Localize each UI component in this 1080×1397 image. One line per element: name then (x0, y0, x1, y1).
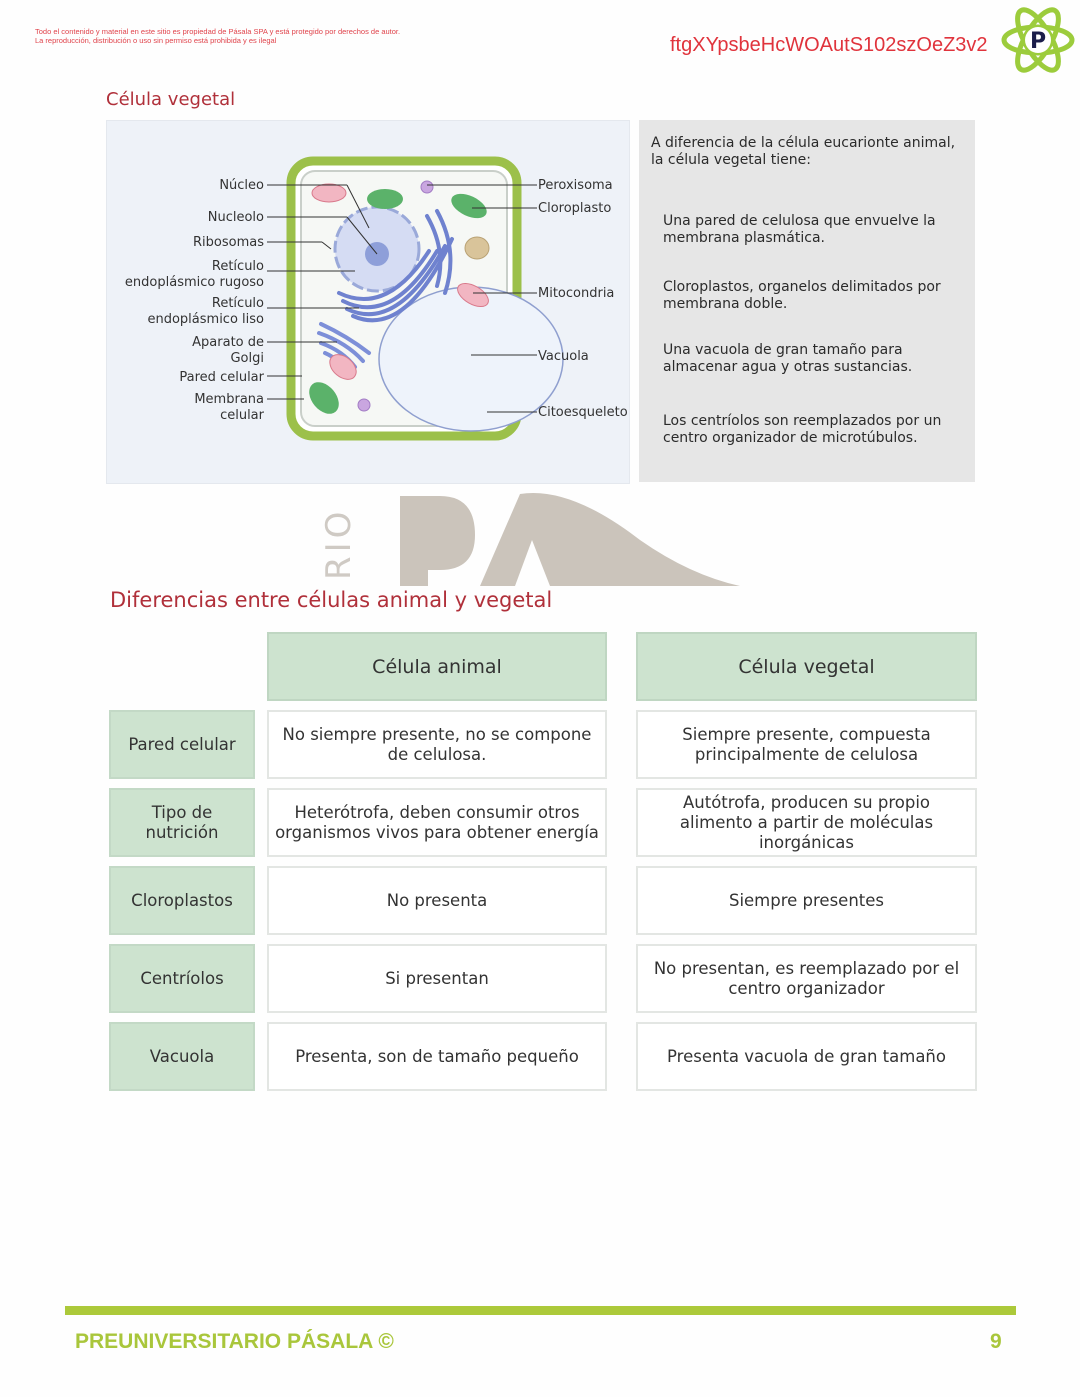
cell-animal: No siempre presente, no se compone de celulosa. (267, 710, 607, 779)
cell-vegetal: Siempre presentes (636, 866, 977, 935)
row-label: Vacuola (109, 1022, 255, 1091)
plant-cell-illustration (107, 121, 629, 483)
plant-cell-diagram (106, 120, 630, 484)
pasala-atom-logo (1000, 2, 1076, 78)
footer-brand: PREUNIVERSITARIO PÁSALA © (75, 1330, 394, 1353)
header-celula-animal: Célula animal (267, 632, 607, 701)
peroxisome (358, 399, 370, 411)
label-membrana: Membrana (194, 392, 264, 407)
copyright-line: Todo el contenido y material en este sitio es propiedad de Pásala SPA y está protegido por derechos de autor. (35, 27, 401, 36)
info-point: Los centríolos son reemplazados por un centro organizador de microtúbulos. (663, 413, 942, 446)
label-golgi: Aparato de (192, 335, 264, 350)
label-golgi: Golgi (230, 351, 264, 366)
section-title-diferencias: Diferencias entre células animal y vegetal (110, 588, 553, 612)
watermark-logo (310, 490, 750, 586)
label-citoesqueleto: Citoesqueleto (538, 405, 628, 420)
row-label: Cloroplastos (109, 866, 255, 935)
cell-vegetal: No presentan, es reemplazado por el centro organizador (636, 944, 977, 1013)
vacuole (379, 287, 563, 431)
cell-vegetal: Presenta vacuola de gran tamaño (636, 1022, 977, 1091)
amyloplast (465, 237, 489, 259)
label-rer: Retículo (211, 259, 264, 274)
label-rer: endoplásmico rugoso (124, 275, 264, 290)
copyright-notice (35, 28, 400, 45)
copyright-line: La reproducción, distribución o uso sin permiso está prohibida y es ilegal (35, 35, 277, 45)
section-title-celula-vegetal: Célula vegetal (106, 89, 236, 110)
peroxisome (421, 181, 433, 193)
label-mitocondria: Mitocondria (538, 286, 615, 301)
label-pared: Pared celular (179, 370, 264, 385)
cell-animal: Heterótrofa, deben consumir otros organismos vivos para obtener energía (267, 788, 607, 857)
label-peroxisoma: Peroxisoma (538, 178, 613, 193)
label-rel: endoplásmico liso (147, 312, 264, 327)
label-cloroplasto: Cloroplasto (538, 201, 612, 216)
footer-divider (65, 1306, 1016, 1315)
label-ribosomas: Ribosomas (193, 235, 264, 250)
page-number: 9 (990, 1330, 1002, 1353)
info-point: Cloroplastos, organelos delimitados por membrana doble. (663, 279, 941, 312)
cell-vegetal: Autótrofa, producen su propio alimento a partir de moléculas inorgánicas (636, 788, 977, 857)
label-membrana: celular (220, 408, 264, 423)
row-label: Tipo de nutrición (109, 788, 255, 857)
cell-animal: Presenta, son de tamaño pequeño (267, 1022, 607, 1091)
label-vacuola: Vacuola (538, 349, 589, 364)
header-celula-vegetal: Célula vegetal (636, 632, 977, 701)
svg-text:RIO: RIO (319, 507, 359, 580)
plant-cell-info-panel (639, 120, 975, 482)
cell-animal: No presenta (267, 866, 607, 935)
info-point: Una pared de celulosa que envuelve la membrana plasmática. (663, 213, 936, 246)
info-intro: A diferencia de la célula eucarionte animal, la célula vegetal tiene: (651, 135, 956, 168)
label-nucleolo: Nucleolo (207, 210, 264, 225)
mitochondria (312, 184, 346, 202)
cell-animal: Si presentan (267, 944, 607, 1013)
svg-text:P: P (1029, 29, 1047, 54)
info-point: Una vacuola de gran tamaño para almacenar agua y otras sustancias. (663, 342, 913, 375)
chloroplast (367, 189, 403, 209)
label-nucleo: Núcleo (219, 178, 264, 193)
cell-vegetal: Siempre presente, compuesta principalmente de celulosa (636, 710, 977, 779)
label-rel: Retículo (211, 296, 264, 311)
document-code: ftgXYpsbeHcWOAutS102szOeZ3v2 (670, 34, 988, 56)
row-label: Pared celular (109, 710, 255, 779)
row-label: Centríolos (109, 944, 255, 1013)
